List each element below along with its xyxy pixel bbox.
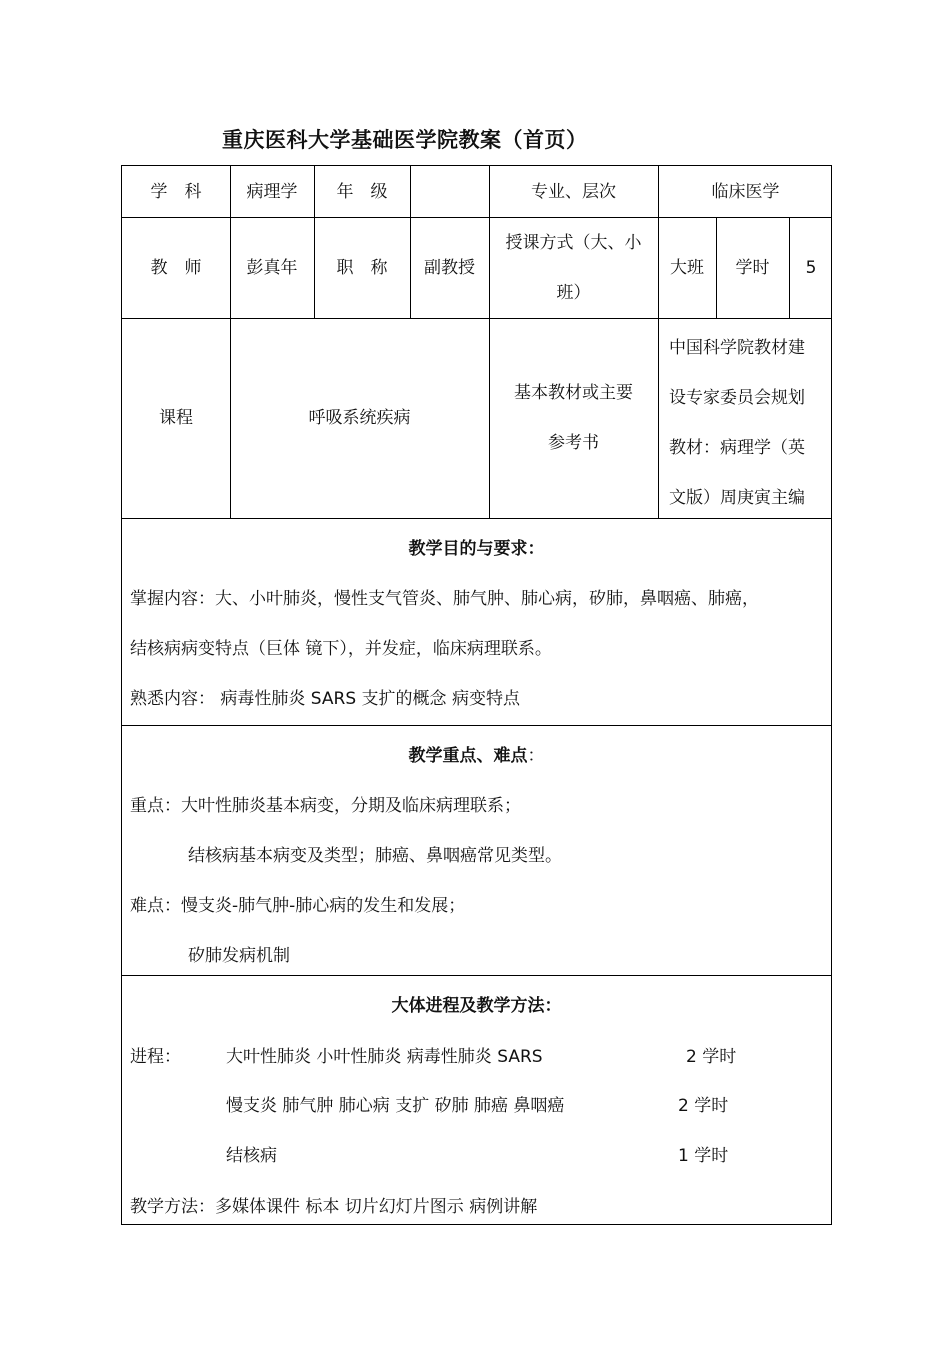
hours-label: 学时 [735, 257, 770, 278]
lesson-plan-table [121, 165, 832, 1225]
progress-hours: 2 学时 [686, 1047, 737, 1067]
objectives-line: 熟悉内容： 病毒性肺炎 SARS 支扩的概念 病变特点 [130, 689, 520, 709]
teaching-mode-label-line1: 授课方式（大、小 [505, 232, 642, 253]
objectives-line: 掌握内容：大、小叶肺炎，慢性支气管炎、肺气肿、肺心病，矽肺，鼻咽癌、肺癌， [130, 589, 759, 609]
textbook-line: 文版）周庚寅主编 [669, 488, 805, 508]
progress-topics: 慢支炎 肺气肿 肺心病 支扩 矽肺 肺癌 鼻咽癌 [226, 1096, 565, 1116]
objectives-line: 结核病病变特点（巨体 镜下），并发症，临床病理联系。 [130, 639, 552, 659]
hours-value: 5 [805, 257, 817, 278]
progress-label: 进程： [130, 1047, 181, 1067]
teaching-mode-label-line2: 班） [556, 282, 591, 303]
subject-label: 学 科 [150, 181, 202, 202]
teaching-method: 教学方法：多媒体课件 标本 切片幻灯片图示 病例讲解 [130, 1197, 538, 1217]
progress-hours: 1 学时 [678, 1146, 729, 1166]
progress-heading: 大体进程及教学方法： [391, 996, 562, 1016]
progress-hours: 2 学时 [678, 1096, 729, 1116]
progress-topics: 大叶性肺炎 小叶性肺炎 病毒性肺炎 SARS [226, 1047, 543, 1067]
course-label: 课程 [159, 408, 193, 428]
row-divider [122, 725, 831, 726]
teacher-value: 彭真年 [246, 257, 298, 278]
objectives-heading: 教学目的与要求： [408, 539, 545, 559]
keypoints-heading-text: 教学重点、难点 [408, 746, 528, 766]
course-value: 呼吸系统疾病 [308, 408, 411, 428]
teacher-label: 教 师 [150, 257, 202, 278]
textbook-line: 中国科学院教材建 [669, 338, 805, 358]
textbook-line: 教材：病理学（英 [669, 438, 805, 458]
progress-topics: 结核病 [226, 1146, 277, 1166]
difficulty-line: 难点：慢支炎-肺气肿-肺心病的发生和发展； [130, 896, 466, 916]
textbook-line: 设专家委员会规划 [669, 388, 805, 408]
textbook-label-line1: 基本教材或主要 [514, 383, 633, 403]
focus-line: 结核病基本病变及类型；肺癌、鼻咽癌常见类型。 [188, 846, 562, 866]
textbook-label-line2: 参考书 [548, 433, 599, 453]
focus-line: 重点：大叶性肺炎基本病变，分期及临床病理联系； [130, 796, 521, 816]
rank-label: 职 称 [336, 257, 388, 278]
grade-value [410, 166, 489, 217]
subject-value: 病理学 [246, 181, 298, 202]
rank-value: 副教授 [424, 257, 475, 278]
major-value: 临床医学 [711, 181, 780, 202]
textbook-label [489, 318, 658, 518]
page-title: 重庆医科大学基础医学院教案（首页） [222, 127, 588, 152]
teaching-mode-label [489, 217, 658, 318]
row-divider [122, 975, 831, 976]
difficulty-line: 矽肺发病机制 [188, 946, 290, 966]
keypoints-heading-colon: ： [527, 746, 545, 766]
teaching-mode-value: 大班 [670, 257, 704, 278]
textbook-value [669, 323, 831, 523]
keypoints-heading [122, 741, 831, 766]
grade-label: 年 级 [336, 181, 388, 202]
major-label: 专业、层次 [531, 181, 616, 202]
